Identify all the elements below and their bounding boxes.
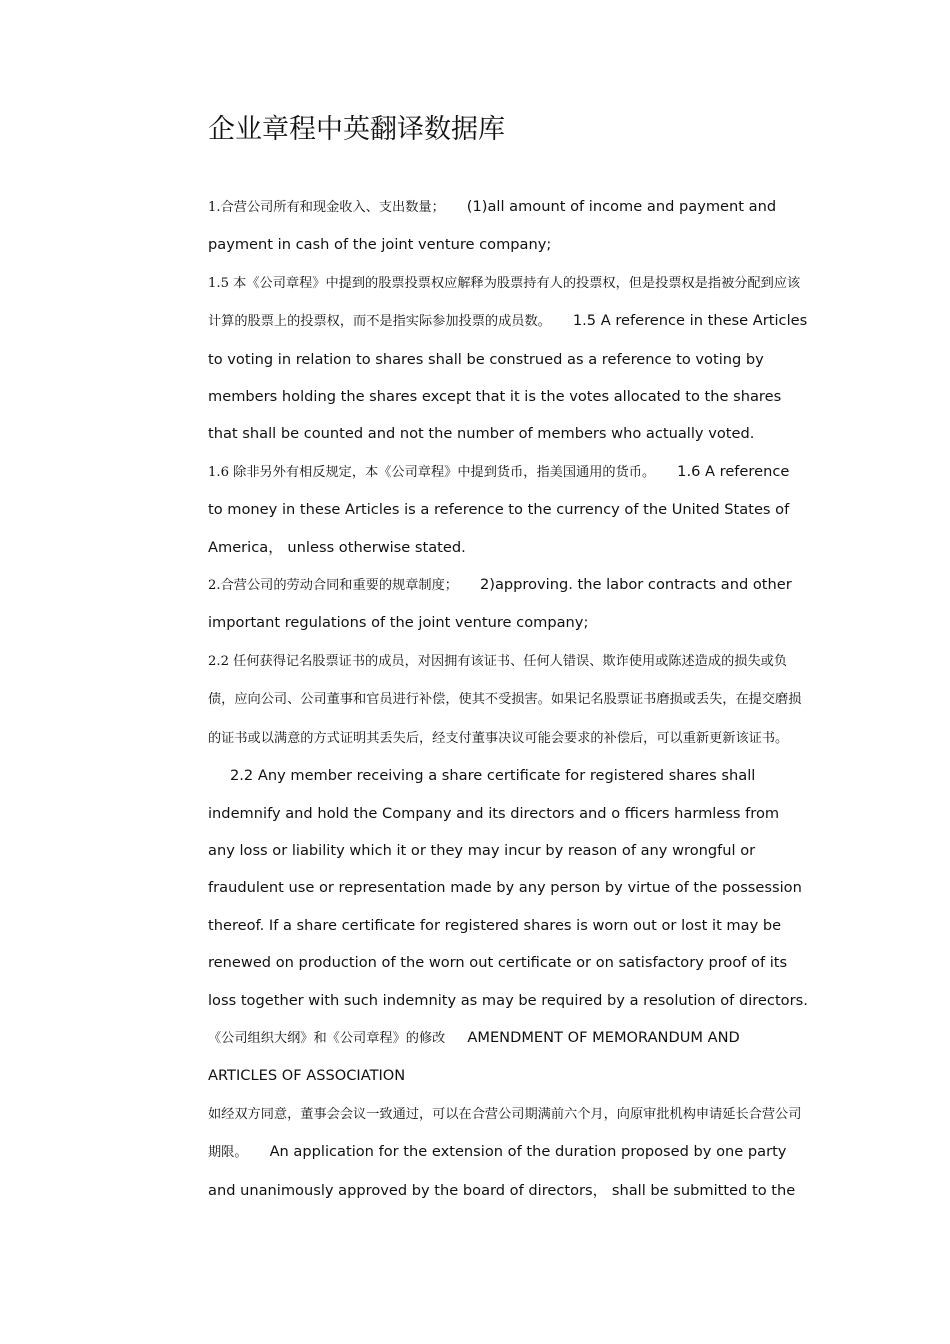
paragraph-1-english: (1)all amount of income and payment and payment in cash of the joint venture company; [208,198,777,254]
paragraph-1-6 [208,453,808,566]
paragraph-2 [208,566,808,642]
paragraph-2-chinese: 2.合营公司的劳动合同和重要的规章制度； [208,578,458,594]
paragraph-2-2-english: 2.2 Any member receiving a share certificate for registered shares shall indemnify and hold the Company and its directors and o fficers harmless from any loss or liability which it or they may incur by reason of any wrongful or fraudulent use or representation made by any person by virtue of the possession thereof. If a share certificate for registered shares is worn out or lost it may be renewed on production of the worn out certificate or on satisfactory proof of its loss together with such indemnity as may be required by a resolution of directors. [208,767,808,1009]
paragraph-extension-english: An application for the extension of the duration proposed by one party and unanimously approved by the board of directors， shall be submitted to the [208,1143,796,1199]
paragraph-1-chinese: 1.合营公司所有和现金收入、支出数量； [208,200,445,215]
paragraph-2-english: 2)approving. the labor contracts and other important regulations of the joint venture company; [208,576,792,632]
document-body [208,188,808,1209]
paragraph-1-5 [208,264,808,453]
paragraph-1-6-chinese: 1.6 除非另外有相反规定，本《公司章程》中提到货币，指美国通用的货币。 [208,464,656,480]
paragraph-1 [208,188,808,264]
paragraph-extension [208,1095,808,1209]
paragraph-1-6-english: 1.6 A reference to money in these Articles is a reference to the currency of the United States of America， unless otherwise stated. [208,462,790,556]
paragraph-extension-chinese: 如经双方同意，董事会会议一致通过，可以在合营公司期满前六个月，向原审批机构申请延长合营公司期限。 [208,1106,802,1161]
paragraph-amendment [208,1019,808,1095]
paragraph-1-5-chinese: 1.5 本《公司章程》中提到的股票投票权应解释为股票持有人的投票权，但是投票权是指被分配到应该计算的股票上的投票权，而不是指实际参加投票的成员数。 [208,275,801,330]
paragraph-2-2-chinese: 2.2 任何获得记名股票证书的成员，对因拥有该证书、任何人错误、欺诈使用或陈述造成的损失或负债，应向公司、公司董事和官员进行补偿，使其不受损害。如果记名股票证书磨损或丢失，在提交磨损的证书或以满意的方式证明其丢失后，经支付董事决议可能会要求的补偿后，可以重新更新该证书。 [208,653,802,746]
paragraph-amendment-chinese: 《公司组织大纲》和《公司章程》的修改 [208,1030,446,1046]
paragraph-2-2 [208,642,808,1019]
paragraph-1-5-english: 1.5 A reference in these Articles to voting in relation to shares shall be construed as a reference to voting by members holding the shares except that it is the votes allocated to the shares that shall be counted and not the number of members who actually voted. [208,312,808,443]
paragraph-amendment-english: AMENDMENT OF MEMORANDUM AND ARTICLES OF ASSOCIATION [208,1028,740,1085]
document-title: 企业章程中英翻译数据库 [208,114,505,145]
